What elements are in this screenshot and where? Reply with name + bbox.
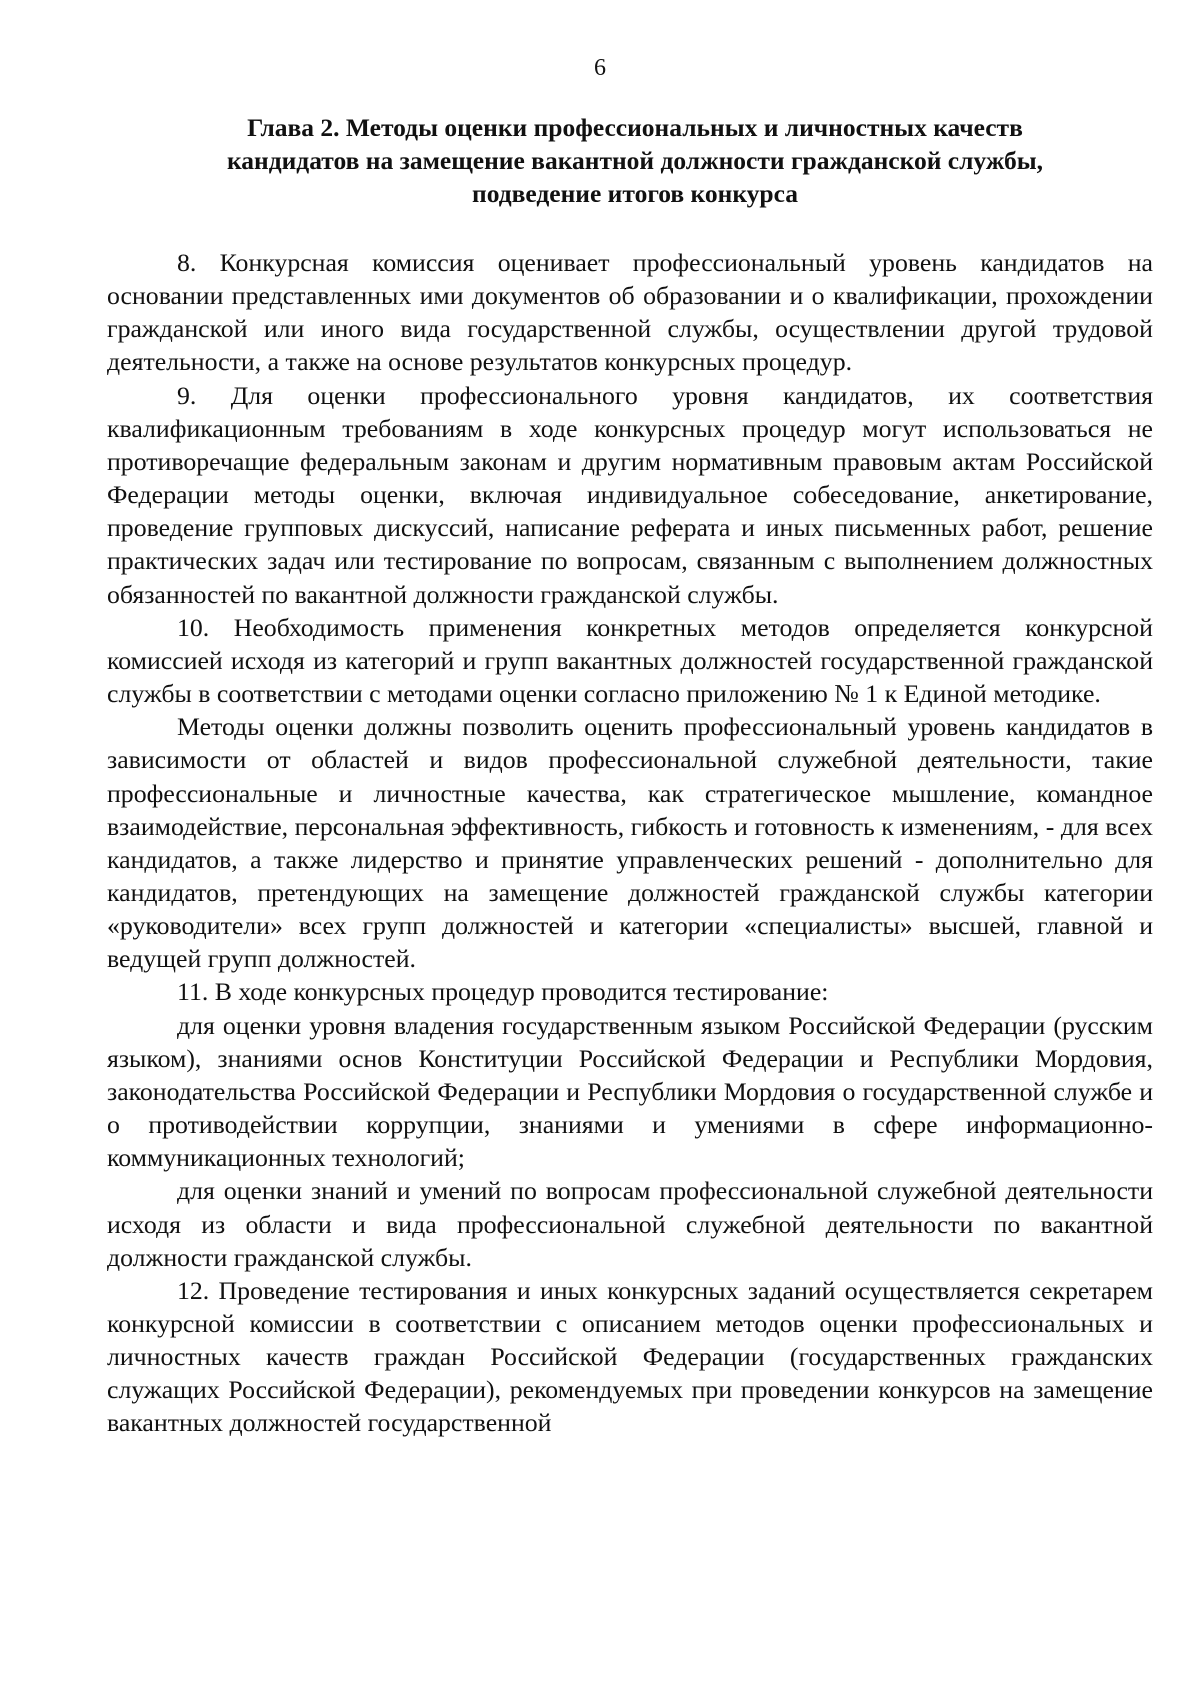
chapter-title-line: подведение итогов конкурса [472, 179, 798, 208]
chapter-title [160, 111, 1110, 210]
paragraph-10: 10. Необходимость применения конкретных методов определяется конкурсной комиссией исходя из категорий и групп вакантных должностей государственной гражданской службы в соответствии с методами оценки согласно приложению № 1 к Единой методике. [107, 612, 1153, 709]
paragraph-testing-language: для оценки уровня владения государственным языком Российской Федерации (русским языком), знаниями основ Конституции Российской Федерации и Республики Мордовия, законодательства Российской Федерации и Республики Мордовия о государственной службе и о противодействии коррупции, знаниями и умениями в сфере информационно-коммуникационных технологий; [107, 1010, 1153, 1173]
paragraph-9: 9. Для оценки профессионального уровня кандидатов, их соответствия квалификационным требованиям в ходе конкурсных процедур могут использоваться не противоречащие федеральным законам и другим нормативным правовым актам Российской Федерации методы оценки, включая индивидуальное собеседование, анкетирование, проведение групповых дискуссий, написание реферата и иных письменных работ, решение практических задач или тестирование по вопросам, связанным с выполнением должностных обязанностей по вакантной должности гражданской службы. [107, 380, 1153, 609]
paragraph-8: 8. Конкурсная комиссия оценивает профессиональный уровень кандидатов на основании представленных ими документов об образовании и о квалификации, прохождении гражданской или иного вида государственной службы, осуществлении другой трудовой деятельности, а также на основе результатов конкурсных процедур. [107, 248, 1153, 377]
chapter-title-line: кандидатов на замещение вакантной должности гражданской службы, [226, 146, 1044, 175]
chapter-title-line: Глава 2. Методы оценки профессиональных и личностных качеств [247, 113, 1023, 142]
document-body [107, 246, 1153, 1440]
paragraph-12: 12. Проведение тестирования и иных конкурсных заданий осуществляется секретарем конкурсной комиссии в соответствии с описанием методов оценки профессиональных и личностных качеств граждан Российской Федерации (государственных гражданских служащих Российской Федерации), рекомендуемых при проведении конкурсов на замещение вакантных должностей государственной [107, 1275, 1153, 1438]
page-number: 6 [594, 55, 606, 81]
paragraph-testing-professional: для оценки знаний и умений по вопросам профессиональной служебной деятельности исходя из области и вида профессиональной служебной деятельности по вакантной должности гражданской службы. [107, 1176, 1153, 1272]
paragraph-assessment-methods: Методы оценки должны позволить оценить профессиональный уровень кандидатов в зависимости от областей и видов профессиональной служебной деятельности, такие профессиональные и личностные качества, как стратегическое мышление, командное взаимодействие, персональная эффективность, гибкость и готовность к изменениям, - для всех кандидатов, а также лидерство и принятие управленческих решений - дополнительно для кандидатов, претендующих на замещение должностей гражданской службы категории «руководители» всех групп должностей и категории «специалисты» высшей, главной и ведущей групп должностей. [107, 712, 1153, 974]
paragraph-11: 11. В ходе конкурсных процедур проводится тестирование: [177, 977, 829, 1007]
